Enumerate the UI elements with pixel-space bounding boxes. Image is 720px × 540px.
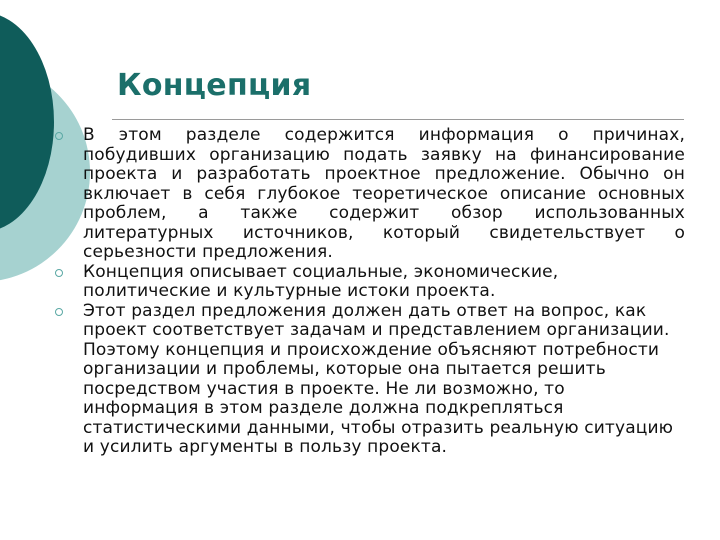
circle-bullet-icon (55, 308, 63, 316)
bullet-text: Этот раздел предложения должен дать ответ на вопрос, как проект соответствует задачам и представлением организации. Поэтому концепция и происхождение объясняют потребности организации и проблемы, которые она пытается решить посредством участия в проекте. Не ли возможно, то информация в этом разделе должна подкрепляться статистическими данными, чтобы отразить реальную ситуацию и усилить аргументы в пользу проекта. (83, 300, 674, 457)
title-divider (112, 119, 684, 120)
bullet-list (55, 126, 685, 458)
circle-bullet-icon (55, 269, 63, 277)
bullet-text: В этом разделе содержится информация о причинах, побудивших организацию подать заявку на финансирование проекта и разработать проектное предложение. Обычно он включает в себя глубокое теоретическое описание основных проблем, а также содержит обзор использованных литературных источников, который свидетельствует о серьезности предложения. (83, 125, 685, 262)
bullet-item (55, 263, 685, 302)
bullet-item (55, 302, 685, 458)
bullet-item (55, 126, 685, 263)
slide-title: Концепция (117, 68, 312, 103)
circle-bullet-icon (55, 132, 63, 140)
bullet-text: Концепция описывает социальные, экономические, политические и культурные истоки проекта. (83, 261, 559, 301)
